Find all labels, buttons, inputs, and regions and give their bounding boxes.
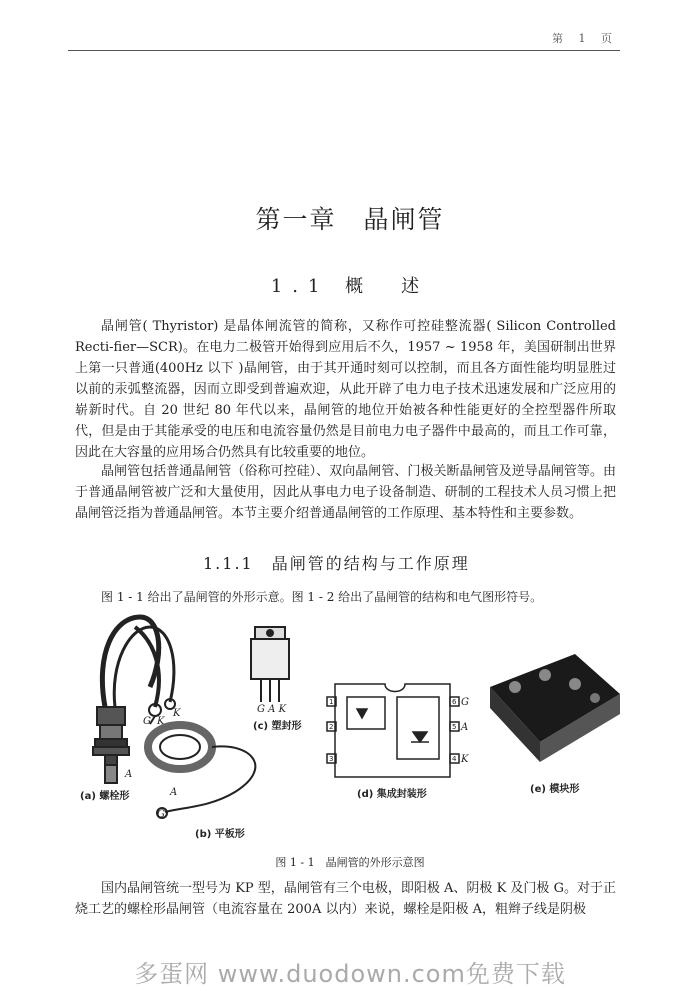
terminal-a-ic: A — [461, 722, 469, 733]
section-title: 1.1 概 述 — [270, 276, 430, 297]
terminal-k-stud: K — [173, 708, 181, 719]
thyristor-illustrations — [75, 612, 620, 847]
label-module-type: (e) 模块形 — [530, 784, 580, 795]
figure-1-1 — [75, 612, 620, 847]
label-plastic-type: (c) 塑封形 — [253, 721, 302, 732]
paragraph-3-text: 国内晶闸管统一型号为 KP 型，晶闸管有三个电极，即阳极 A、阴极 K 及门极 G。对于正烧工艺的螺栓形晶闸管（电流容量在 200A 以内）来说，螺栓是阳极 A，粗辫子线是阴极 — [75, 881, 616, 917]
paragraph-2 — [75, 461, 616, 524]
label-stud-type: (a) 螺栓形 — [80, 791, 130, 802]
subsection-title: 1.1.1 晶闸管的结构与工作原理 — [203, 554, 470, 573]
plastic-thyristor-illustration — [251, 627, 289, 702]
terminal-k-ic: K — [461, 754, 469, 765]
watermark-text: 多蛋网 www.duodown.com免费下载 — [134, 960, 566, 988]
integrated-package-illustration — [327, 684, 459, 777]
stud-thyristor-illustration — [93, 617, 175, 783]
terminal-gak-plastic: G A K — [257, 704, 287, 715]
pin-numbers — [329, 698, 457, 763]
paragraph-3 — [75, 878, 616, 920]
module-illustration — [490, 654, 620, 762]
label-disk-type: (b) 平板形 — [195, 829, 245, 840]
terminal-g-disk: G — [157, 809, 165, 820]
paragraph-1 — [75, 316, 616, 463]
terminal-g-stud: G — [143, 716, 151, 727]
terminal-a-stud: A — [125, 769, 133, 780]
pin-6: 6 — [452, 698, 457, 706]
paragraph-1-text: 晶闸管( Thyristor) 是晶体闸流管的简称，又称作可控硅整流器( Silicon Controlled Recti-fier—SCR)。在电力二极管开始得到应用后不久，1957 ~ 1958 年，美国研制出世界上第一只普通(400Hz 以下 )晶闸管，由于其开通时刻可以控制，而且各方面性能均明显胜过以前的汞弧整流器，因而立即受到普遍欢迎，从此开辟了电力电子技术迅速发展和广泛应用的崭新时代。自 20 世纪 80 年代以来，晶闸管的地位开始被各种性能更好的全控型器件所取代，但是由于其能承受的电压和电流容量仍然是目前电力电子器件中最高的，而且工作可靠，因此在大容量的应用场合仍然具有比较重要的地位。 — [75, 319, 616, 460]
chapter-title: 第一章 晶闸管 — [255, 205, 445, 234]
terminal-k-stud-2: K — [157, 716, 165, 727]
pin-2: 2 — [329, 723, 334, 731]
figure-intro: 图 1 - 1 给出了晶闸管的外形示意。图 1 - 2 给出了晶闸管的结构和电气图形符号。 — [101, 590, 543, 604]
terminal-a-disk: A — [170, 787, 178, 798]
pin-5: 5 — [452, 723, 457, 731]
disk-thyristor-illustration — [148, 725, 255, 818]
figure-caption: 图 1 - 1 晶闸管的外形示意图 — [275, 856, 425, 869]
pin-1: 1 — [329, 698, 334, 706]
pin-4: 4 — [452, 755, 457, 763]
label-integrated-type: (d) 集成封装形 — [357, 789, 427, 800]
terminal-g-ic: G — [461, 697, 469, 708]
paragraph-2-text: 晶闸管包括普通晶闸管（俗称可控硅）、双向晶闸管、门极关断晶闸管及逆导晶闸管等。由于普通晶闸管被广泛和大量使用，因此从事电力电子设备制造、研制的工程技术人员习惯上把晶闸管泛指为普通晶闸管。本节主要介绍普通晶闸管的工作原理、基本特性和主要参数。 — [75, 464, 616, 521]
page-number: 第 1 页 — [552, 32, 618, 45]
pin-3: 3 — [329, 755, 334, 763]
header-rule — [68, 50, 620, 51]
